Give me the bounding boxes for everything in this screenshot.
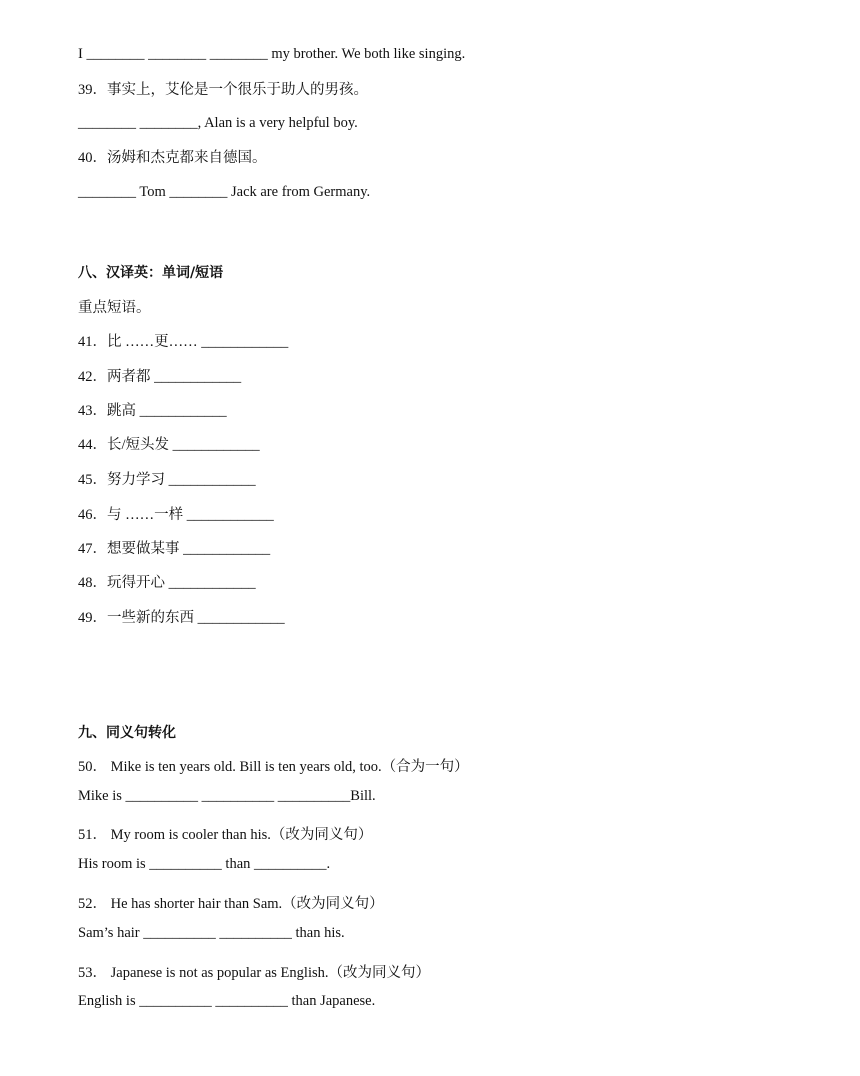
phrase-item-49: 49．一些新的东西 ____________ bbox=[78, 610, 285, 626]
phrase-item-41: 41．比 ……更…… ____________ bbox=[78, 334, 289, 350]
q53-prompt: 53． Japanese is not as popular as English.（改为同义句） bbox=[78, 965, 430, 981]
q50-answer-line: Mike is __________ __________ __________Bill. bbox=[78, 788, 376, 804]
q40-answer-line: ________ Tom ________ Jack are from Germany. bbox=[78, 184, 371, 200]
section-8-heading: 八、汉译英：单词/短语 bbox=[78, 265, 224, 281]
q39-prompt: 39．事实上，艾伦是一个很乐于助人的男孩。 bbox=[78, 82, 368, 98]
q50-prompt: 50． Mike is ten years old. Bill is ten years old, too.（合为一句） bbox=[78, 759, 469, 775]
phrase-item-44: 44．长/短头发 ____________ bbox=[78, 437, 260, 453]
q52-prompt: 52． He has shorter hair than Sam.（改为同义句） bbox=[78, 896, 384, 912]
phrase-item-43: 43．跳高 ____________ bbox=[78, 403, 227, 419]
phrase-item-46: 46．与 ……一样 ____________ bbox=[78, 507, 274, 523]
phrase-item-47: 47．想要做某事 ____________ bbox=[78, 541, 271, 557]
q39-answer-line: ________ ________, Alan is a very helpful boy. bbox=[78, 115, 358, 131]
section-8-intro: 重点短语。 bbox=[78, 300, 151, 316]
q51-prompt: 51． My room is cooler than his.（改为同义句） bbox=[78, 827, 373, 843]
phrase-item-48: 48．玩得开心 ____________ bbox=[78, 575, 256, 591]
q52-answer-line: Sam’s hair __________ __________ than his. bbox=[78, 925, 345, 941]
q40-prompt: 40．汤姆和杰克都来自德国。 bbox=[78, 150, 267, 166]
phrase-item-45: 45．努力学习 ____________ bbox=[78, 472, 256, 488]
q53-answer-line: English is __________ __________ than Japanese. bbox=[78, 993, 376, 1009]
q51-answer-line: His room is __________ than __________. bbox=[78, 856, 331, 872]
phrase-item-42: 42．两者都 ____________ bbox=[78, 369, 242, 385]
q38-answer-line: I ________ ________ ________ my brother. We both like singing. bbox=[78, 46, 466, 62]
section-9-heading: 九、同义句转化 bbox=[78, 725, 176, 741]
